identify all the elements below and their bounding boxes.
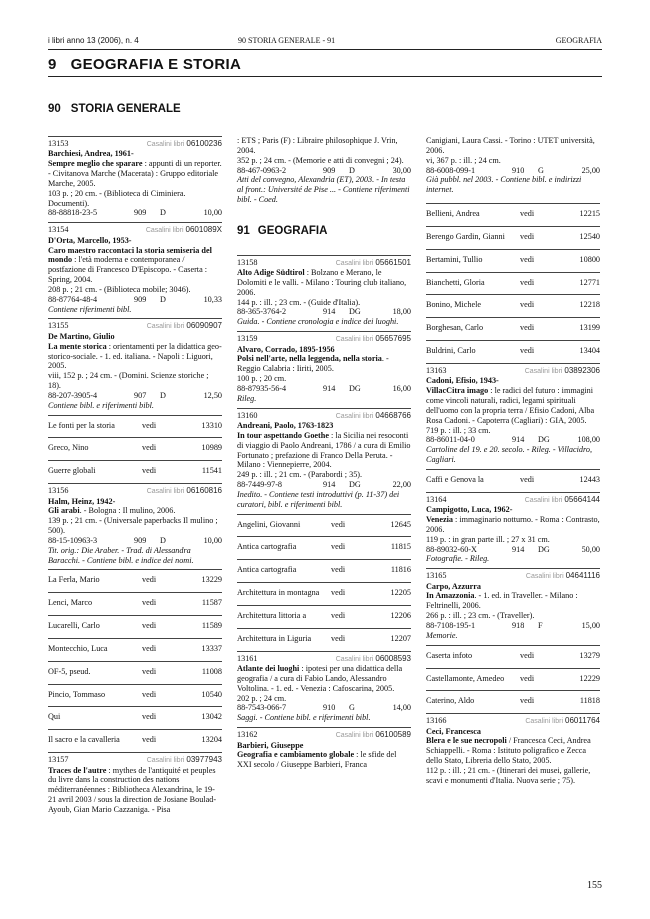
cross-reference: Buldrini, Carlo vedi 13404 (426, 340, 600, 363)
entry-description: Sempre meglio che sparare : appunti di un reporter. - Civitanova Marche (Macerata) : Gruppo editoriale Marche, 2005. (48, 159, 222, 188)
entry-figures: 88-86011-04-0 914 DG 108,00 (426, 435, 600, 445)
entry-13163 (426, 363, 600, 469)
entry-13159 (237, 331, 411, 407)
cross-reference: Bertamini, Tullio vedi 10800 (426, 249, 600, 272)
section-number: 91 (237, 224, 250, 237)
cross-reference: Montecchio, Luca vedi 13337 (48, 638, 222, 661)
entry-13160 (237, 408, 411, 514)
entry-physical: 352 p. ; 24 cm. - (Memorie e atti di convegni ; 24). (237, 155, 404, 165)
entry-description: VillacCitra imago : le radici del futuro : immagini come vincoli naturali, radici, legami spirituali dell'uomo con la propria terra / Efisio Cadoni, Alba Rosa Cadoni. - Capoterra (Cagliari) : GIA, 2005. (426, 386, 595, 425)
casalini-code: Casalini libri 06100236 (146, 139, 222, 148)
entry-note: Saggi. - Contiene bibl. e riferimenti bibl. (237, 713, 371, 723)
cross-reference: Qui vedi 13042 (48, 706, 222, 729)
entry-13162-continued (426, 136, 600, 203)
casalini-code: Casalini libri 03977943 (146, 755, 222, 765)
cross-reference: Lucarelli, Carlo vedi 11589 (48, 615, 222, 638)
entry-physical: viii, 152 p. ; 24 cm. - (Domini. Scienze storiche ; 18). (48, 371, 209, 391)
entry-note: Inedito. - Contiene testi introduttivi (p. 11-37) dei curatori, bibl. e riferimenti bibl. (237, 489, 400, 509)
cross-reference: Guerre globali vedi 11541 (48, 460, 222, 483)
entry-number: 13161 (237, 653, 258, 663)
cross-reference: Architettura in montagna vedi 12205 (237, 582, 411, 605)
entry-13158 (237, 255, 411, 331)
running-header (48, 36, 602, 48)
casalini-code: Casalini libri 05661501 (335, 257, 411, 267)
casalini-code: Casalini libri 06160816 (146, 486, 222, 496)
cross-reference: Bianchetti, Gloria vedi 12771 (426, 272, 600, 295)
entry-physical: 249 p. : ill. ; 21 cm. - (Parabordi ; 35). (237, 470, 363, 480)
entry-figures: 88-365-3764-2 914 DG 18,00 (237, 307, 411, 317)
entry-physical: 119 p. : in gran parte ill. ; 27 x 31 cm. (426, 534, 550, 544)
entry-13161 (237, 651, 411, 727)
cross-reference: Architettura in Liguria vedi 12207 (237, 628, 411, 651)
column-2 (237, 136, 411, 774)
entry-note: Guida. - Contiene cronologia e indice dei luoghi. (237, 317, 399, 327)
entry-note: Atti del convegno, Alexandria (ET), 2003. - In testa al front.: Université de Pise ... - Contiene riferimenti bibl. - Coed. (237, 175, 410, 205)
entry-physical: vi, 367 p. : ill. ; 24 cm. (426, 155, 501, 165)
entry-author: Barbieri, Giuseppe (237, 740, 304, 750)
cross-reference: Bonino, Michele vedi 12218 (426, 294, 600, 317)
entry-description: Atlante dei luoghi : ipotesi per una didattica della geografia / a cura di Fabio Lando, Alessandro Voltolina. - 1. ed. - Venezia : Cafoscarina, 2005. (237, 664, 403, 693)
entry-author: Andreani, Paolo, 1763-1823 (237, 421, 334, 430)
entry-author: D'Orta, Marcello, 1953- (48, 235, 132, 245)
cross-reference: Le fonti per la storia vedi 13310 (48, 415, 222, 438)
entry-description: In Amazzonia. - 1. ed. in Traveller. - Milano : Feltrinelli, 2006. (426, 591, 578, 611)
entry-note: Contiene riferimenti bibl. (48, 304, 132, 314)
entry-author: Campigotto, Luca, 1962- (426, 505, 513, 515)
entry-13166 (426, 713, 600, 789)
section-title: STORIA GENERALE (70, 103, 181, 115)
entry-note: Contiene bibl. e riferimenti bibl. (48, 400, 154, 410)
entry-author: Alvaro, Corrado, 1895-1956 (237, 344, 335, 354)
entry-number: 13162 (237, 730, 258, 740)
entry-physical: 208 p. ; 21 cm. - (Biblioteca mobile; 3046). (48, 284, 191, 294)
entry-description: In tour aspettando Goethe : la Sicilia nei resoconti di viaggio di Paolo Andreani, 1786 / a cura di Emilio Fortunato ; prefazione di Franco Della Peruta. - Milano : Viennepierre, 2004. (237, 430, 411, 470)
cross-reference: Caserta infoto vedi 13279 (426, 645, 600, 668)
entry-figures: 88-467-0963-2 909 D 30,00 (237, 165, 411, 175)
entry-figures: 88-87764-48-4 909 D 10,33 (48, 294, 222, 304)
cross-reference: Castellamonte, Amedeo vedi 12229 (426, 668, 600, 691)
entry-number: 13164 (426, 494, 447, 504)
entry-number: 13159 (237, 334, 258, 344)
entry-13165 (426, 568, 600, 644)
entry-13156 (48, 483, 222, 569)
entry-figures: 88-15-10963-3 909 D 10,00 (48, 535, 222, 545)
casalini-code: Casalini libri 06090907 (146, 321, 222, 331)
entry-note: Tit. orig.: Die Araber. - Trad. di Alessandra Baracchi. - Contiene bibl. e indice dei nomi. (48, 545, 194, 565)
entry-note: Cartoline del 19. e 20. secolo. - Rileg. - Villacidro, Cagliari. (426, 445, 592, 465)
casalini-code: Casalini libri 06011764 (525, 716, 600, 726)
entry-note: Fotografie. - Rileg. (426, 554, 490, 564)
entry-number: 13163 (426, 365, 447, 375)
cross-reference: La Ferla, Mario vedi 13229 (48, 569, 222, 592)
cross-reference: Antica cartografia vedi 11815 (237, 536, 411, 559)
entry-author: Barchiesi, Andrea, 1961- (48, 149, 134, 159)
entry-physical: 266 p. : ill. ; 23 cm. - (Traveller). (426, 611, 535, 621)
header-sections: 90 STORIA GENERALE - 91 (238, 36, 336, 45)
header-topic: GEOGRAFIA (555, 36, 602, 45)
entry-number: 13155 (48, 321, 69, 331)
entry-physical: 719 p. : ill. ; 33 cm. (426, 425, 491, 435)
entry-author: De Martino, Giulio (48, 331, 115, 341)
entry-physical: 139 p. ; 21 cm. - (Universale paperbacks Il mulino ; 500). (48, 516, 218, 536)
casalini-code: Casalini libri 06100589 (335, 730, 411, 740)
entry-physical: 202 p. ; 24 cm. (237, 693, 287, 703)
cross-reference: Bellieni, Andrea vedi 12215 (426, 203, 600, 226)
entry-number: 13153 (48, 139, 69, 148)
column-3 (426, 136, 600, 790)
entry-physical: 103 p. ; 20 cm. - (Biblioteca di Ciminiera. Documenti). (48, 188, 186, 208)
entry-figures: 88-6008-099-1 910 G 25,00 (426, 165, 600, 175)
casalini-code: Casalini libri 0601089X (145, 225, 222, 235)
entry-description: Geografia e cambiamento globale : le sfide del XXI secolo / Giuseppe Barbieri, Franca (237, 750, 397, 770)
entry-description: Traces de l'autre : mythes de l'antiquité et peuples du livre dans la construction des nations méditerranéennes : Bibliotheca Alexandrina, le 19-21 avril 2003 / sous la direction de Josiane Boulad-Ayoub, Gian Mario Cazzaniga. - Pisa (48, 765, 217, 814)
entry-number: 13154 (48, 225, 69, 235)
entry-description: Blera e le sue necropoli / Francesca Ceci, Andrea Schiappelli. - Roma : Istituto poligrafico e Zecca dello Stato, Libreria dello Stato, 2005. (426, 736, 591, 766)
header-journal: i libri anno 13 (2006), n. 4 (48, 36, 139, 45)
entry-note: Memorie. (426, 630, 458, 640)
entry-author: Cadoni, Efisio, 1943- (426, 376, 499, 386)
entry-number: 13166 (426, 716, 447, 726)
entry-description: Alto Adige Südtirol : Bolzano e Merano, le Dolomiti e le valli. - Milano : Touring club italiano, 2006. (237, 268, 407, 297)
entry-figures: 88-89032-60-X 914 DG 50,00 (426, 544, 600, 554)
cross-reference: Il sacro e la cavalleria vedi 13204 (48, 729, 222, 752)
entry-description: Gli arabi. - Bologna : Il mulino, 2006. (48, 506, 176, 516)
page-number: 155 (587, 880, 602, 891)
cross-reference: Caterino, Aldo vedi 11818 (426, 690, 600, 713)
entry-figures: 88-87935-56-4 914 DG 16,00 (237, 383, 411, 393)
chapter-heading (48, 56, 241, 73)
chapter-rule (48, 76, 602, 77)
entry-description: Venezia : immaginario notturno. - Roma : Contrasto, 2006. (426, 515, 600, 534)
cross-reference: OF-5, pseud. vedi 11008 (48, 661, 222, 684)
entry-description: Polsi nell'arte, nella leggenda, nella storia. - Reggio Calabria : Iiriti, 2005. (237, 354, 389, 374)
entry-author: Carpo, Azzurra (426, 581, 482, 591)
entry-13155 (48, 318, 222, 414)
casalini-code: Casalini libri 06008593 (335, 653, 411, 663)
entry-number: 13157 (48, 755, 69, 765)
casalini-code: Casalini libri 04668766 (335, 410, 411, 420)
cross-reference: Caffi e Genova la vedi 12443 (426, 469, 600, 492)
cross-reference: Architettura littoria a vedi 12206 (237, 605, 411, 628)
cross-reference: Berengo Gardin, Gianni vedi 12540 (426, 226, 600, 249)
cross-reference: Greco, Nino vedi 10989 (48, 437, 222, 460)
cross-reference: Angelini, Giovanni vedi 12645 (237, 514, 411, 537)
section-title: GEOGRAFIA (257, 224, 328, 237)
cross-reference: Antica cartografia vedi 11816 (237, 559, 411, 582)
entry-description: Canigiani, Laura Cassi. - Torino : UTET università, 2006. (426, 136, 595, 155)
entry-physical: 112 p. : ill. ; 21 cm. - (Itinerari dei musei, gallerie, scavi e monumenti d'Italia. Nuova serie ; 75). (426, 766, 591, 785)
chapter-number: 9 (48, 56, 57, 73)
entry-figures: 88-7543-066-7 910 G 14,00 (237, 703, 411, 713)
section-heading-91 (237, 225, 411, 239)
casalini-code: Casalini libri 04641116 (525, 571, 600, 581)
entry-physical: 144 p. : ill. ; 23 cm. - (Guide d'Italia). (237, 297, 361, 307)
entry-figures: 88-7108-195-1 918 F 15,00 (426, 621, 600, 631)
entry-description: La mente storica : orientamenti per la didattica geo-storico-sociale. - 1. ed. italiana. - Napoli : Liguori, 2005. (48, 341, 222, 371)
entry-13153 (48, 136, 222, 222)
entry-figures: 88-88818-23-5 909 D 10,00 (48, 208, 222, 218)
entry-note: Rileg. (237, 393, 257, 403)
entry-description: Caro maestro raccontaci la storia semiseria del mondo : l'età moderna e contemporanea / postfazione di Francesco D'Episcopo. - Caserta : Spring, 2004. (48, 245, 212, 285)
cross-reference: Pincio, Tommaso vedi 10540 (48, 684, 222, 707)
section-number: 90 (48, 103, 61, 115)
entry-13162 (237, 727, 411, 774)
header-rule (48, 49, 602, 50)
entry-figures: 88-207-3905-4 907 D 12,50 (48, 390, 222, 400)
column-1 (48, 136, 222, 819)
entry-13164 (426, 492, 600, 568)
casalini-code: Casalini libri 05657695 (335, 334, 411, 344)
entry-number: 13158 (237, 257, 258, 267)
section-heading-90 (48, 103, 181, 115)
entry-number: 13165 (426, 571, 447, 581)
cross-reference: Borghesan, Carlo vedi 13199 (426, 317, 600, 340)
casalini-code: Casalini libri 03892306 (524, 365, 600, 375)
entry-note: Già pubbl. nel 2003. - Contiene bibl. e indirizzi internet. (426, 175, 582, 195)
chapter-title: GEOGRAFIA E STORIA (70, 56, 242, 73)
entry-figures: 88-7449-97-8 914 DG 22,00 (237, 480, 411, 490)
entry-description: : ETS ; Paris (F) : Libraire philosophique J. Vrin, 2004. (237, 136, 398, 155)
entry-number: 13160 (237, 410, 258, 420)
entry-number: 13156 (48, 486, 69, 496)
entry-13157-continued (237, 136, 411, 213)
entry-13154 (48, 222, 222, 318)
entry-author: Halm, Heinz, 1942- (48, 496, 116, 506)
casalini-code: Casalini libri 05664144 (524, 494, 600, 504)
entry-13157 (48, 752, 222, 819)
cross-reference: Lenci, Marco vedi 11587 (48, 592, 222, 615)
entry-author: Ceci, Francesca (426, 726, 482, 736)
entry-physical: 100 p. ; 20 cm. (237, 374, 287, 384)
